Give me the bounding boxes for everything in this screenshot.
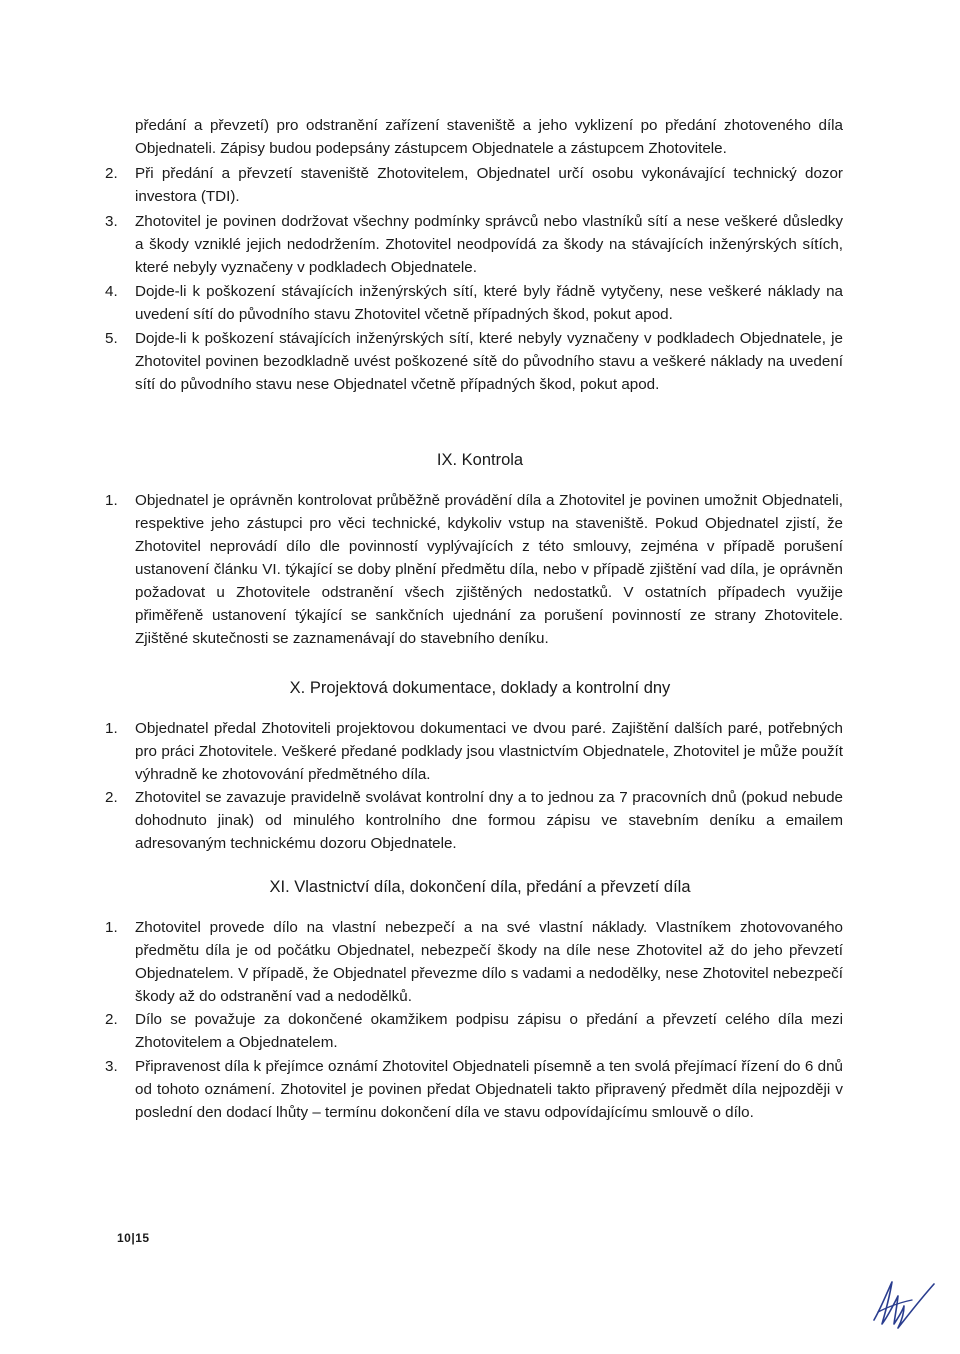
list-item bbox=[105, 162, 843, 208]
item-number: 2. bbox=[105, 165, 118, 182]
signature-icon bbox=[868, 1276, 938, 1334]
item-text: Zhotovitel se zavazuje pravidelně svolávat kontrolní dny a to jednou za 7 pracovních dnů (pokud nebude dohodnuto jinak) od minulého kontrolního dne formou zápisu ve stavebním deníku a emailem adresovaným technickému dozoru Objednatele. bbox=[135, 789, 843, 852]
item-text: Dílo se považuje za dokončené okamžikem podpisu zápisu o předání a převzetí celého díla mezi Zhotovitelem a Objednatelem. bbox=[135, 1011, 843, 1051]
item-number: 1. bbox=[105, 492, 118, 509]
item-text: Zhotovitel provede dílo na vlastní nebezpečí a na své vlastní náklady. Vlastníkem zhotovovaného předmětu díla je od počátku Objednatel, nebezpečí škody na díle nese Zhotovitel až do jeho převzetí Objednatelem. V případě, že Objednatel převezme dílo s vadami a nedodělky, nese Zhotovitel nebezpečí škody až do odstranění vad a nedodělků. bbox=[135, 919, 843, 1005]
item-number: 3. bbox=[105, 1058, 118, 1075]
continuation-paragraph: předání a převzetí) pro odstranění zařízení staveniště a jeho vyklizení po předání zhotoveného díla Objednateli. Zápisy budou podepsány zástupcem Objednatele a zástupcem Zhotovitele. bbox=[135, 117, 843, 157]
list-item bbox=[105, 280, 843, 326]
section-heading-x: X. Projektová dokumentace, doklady a kontrolní dny bbox=[289, 679, 671, 697]
list-item bbox=[105, 210, 843, 279]
item-number: 5. bbox=[105, 330, 118, 347]
item-text: Připravenost díla k přejímce oznámí Zhotovitel Objednateli písemně a ten svolá přejímací řízení do 6 dnů od tohoto oznámení. Zhotovitel je povinen předat Objednateli takto připravený předmět díla nejpozději v poslední den dodací lhůty – termínu dokončení díla ve stavu odpovídajícímu smlouvě o dílo. bbox=[135, 1058, 843, 1121]
list-item bbox=[105, 489, 843, 650]
section-heading-xi: XI. Vlastnictví díla, dokončení díla, předání a převzetí díla bbox=[269, 878, 691, 896]
list-item bbox=[105, 717, 843, 786]
list-item bbox=[105, 786, 843, 855]
list-item bbox=[105, 916, 843, 1008]
section-heading-ix: IX. Kontrola bbox=[436, 451, 524, 469]
item-number: 2. bbox=[105, 789, 118, 806]
list-item bbox=[105, 1055, 843, 1124]
list-item bbox=[105, 1008, 843, 1054]
list-item bbox=[105, 327, 843, 396]
item-number: 1. bbox=[105, 919, 118, 936]
item-number: 4. bbox=[105, 283, 118, 300]
item-number: 1. bbox=[105, 720, 118, 737]
item-number: 3. bbox=[105, 213, 118, 230]
item-text: Při předání a převzetí staveniště Zhotovitelem, Objednatel určí osobu vykonávající technický dozor investora (TDI). bbox=[135, 165, 843, 205]
item-text: Objednatel předal Zhotoviteli projektovou dokumentaci ve dvou paré. Zajištění dalších paré, potřebných pro práci Zhotovitele. Veškeré předané podklady jsou vlastnictvím Objednatele, Zhotovitel je může použít výhradně ke zhotovování předmětného díla. bbox=[135, 720, 843, 783]
item-text: Objednatel je oprávněn kontrolovat průběžně provádění díla a Zhotovitel je povinen umožnit Objednateli, respektive jeho zástupci pro věci technické, kdykoliv vstup na staveniště. Pokud Objednatel zjistí, že Zhotovitel neprovádí dílo dle povinností vyplývajících z této smlouvy, zejména v případě porušení ustanovení článku VI. týkající se doby plnění předmětu díla, nebo v případě zjištění vad díla, je oprávněn požadovat u Zhotovitele odstranění všech zjištěných nedostatků. V ostatních případech využije přiměřeně ustanovení týkající se sankčních ujednání za porušení povinností ze strany Zhotovitele. Zjištěné skutečnosti se zaznamenávají do stavebního deníku. bbox=[135, 492, 843, 647]
item-number: 2. bbox=[105, 1011, 118, 1028]
item-text: Dojde-li k poškození stávajících inženýrských sítí, které byly řádně vytyčeny, nese veškeré náklady na uvedení sítí do původního stavu Zhotovitel včetně případných škod, pokut apod. bbox=[135, 283, 843, 323]
item-text: Zhotovitel je povinen dodržovat všechny podmínky správců nebo vlastníků sítí a nese veškeré důsledky a škody vzniklé jejich nedodržením. Zhotovitel neodpovídá za škody na stávajících inženýrských sítích, které nebyly vyznačeny v podkladech Objednatele. bbox=[135, 213, 843, 276]
item-text: Dojde-li k poškození stávajících inženýrských sítí, které nebyly vyznačeny v podkladech Objednatele, je Zhotovitel povinen bezodkladně uvést poškozené sítě do původního stavu a veškeré náklady na uvedení sítí do původního stavu nese Objednatel včetně případných škod, pokut apod. bbox=[135, 330, 843, 393]
page-number: 10|15 bbox=[117, 1231, 150, 1245]
